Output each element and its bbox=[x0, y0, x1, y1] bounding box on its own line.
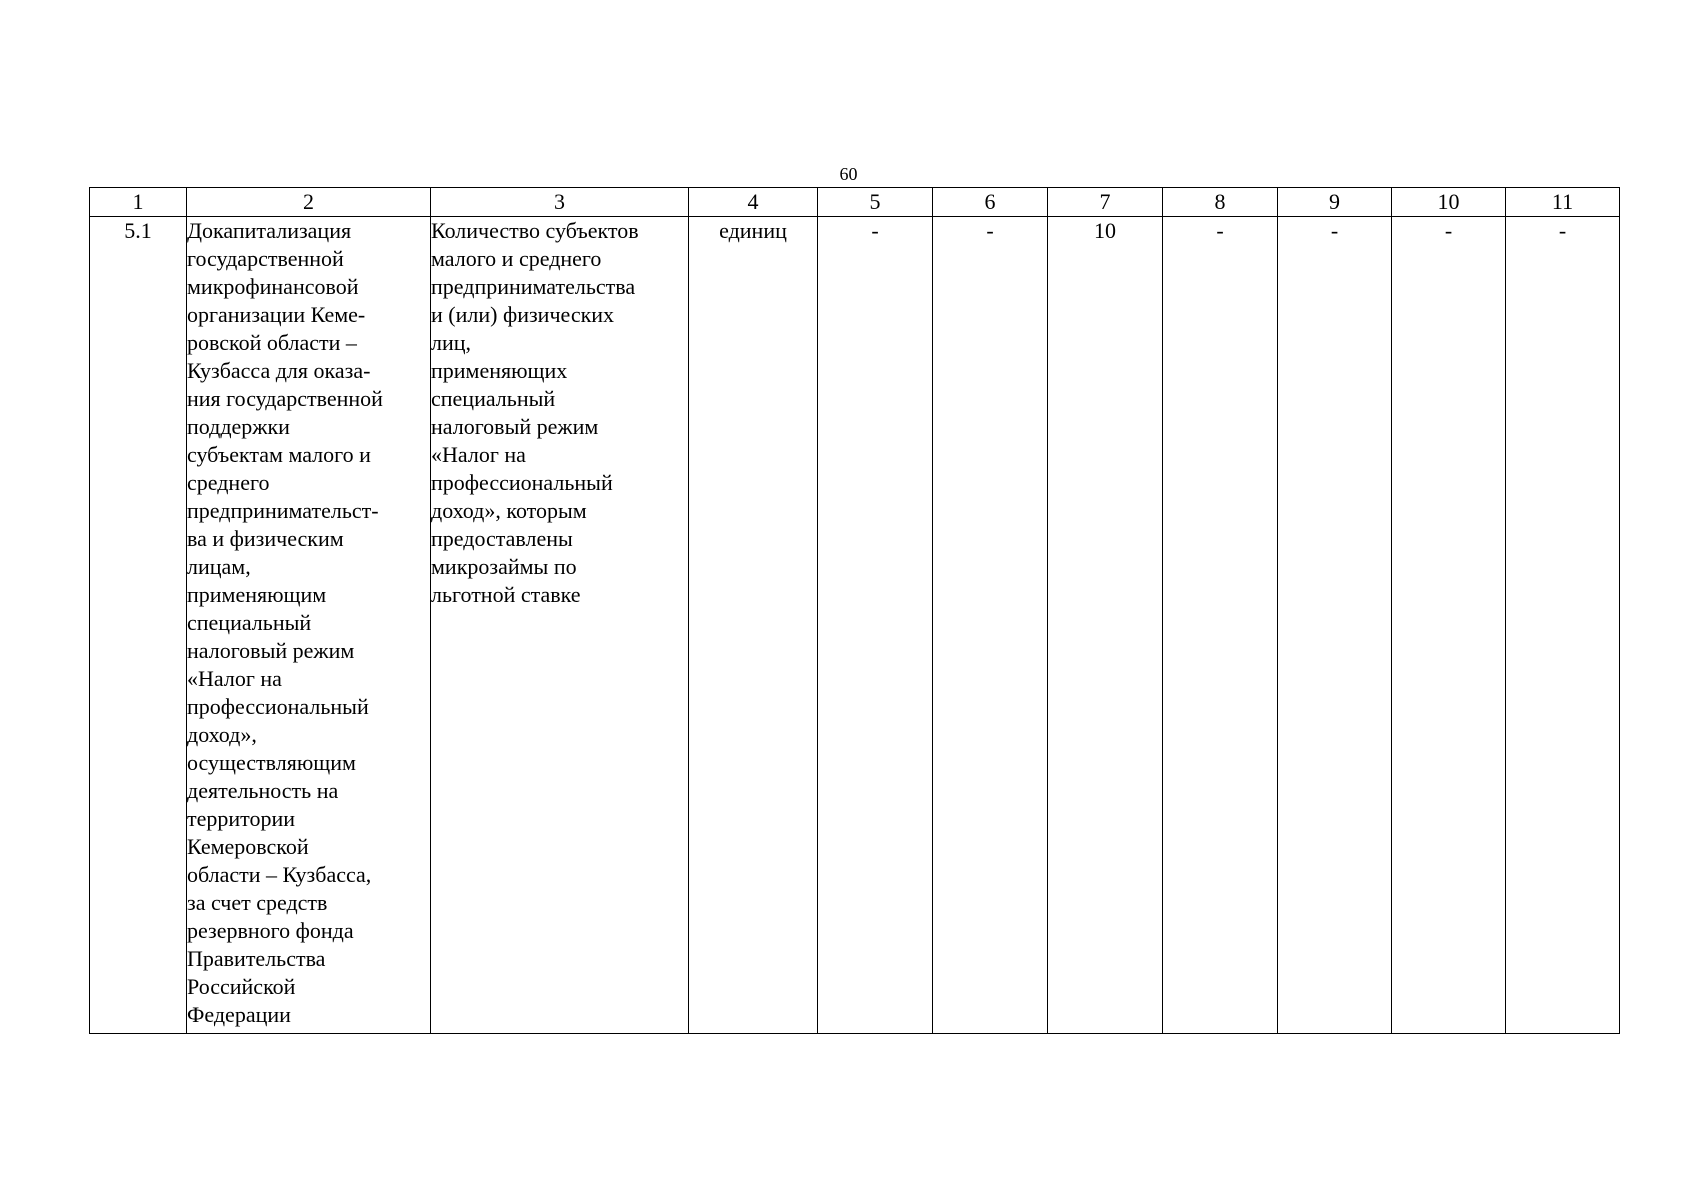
event-line: территории bbox=[187, 806, 296, 831]
event-line: Кемеровской bbox=[187, 834, 309, 859]
column-header: 8 bbox=[1163, 188, 1278, 217]
event-line: налоговый режим bbox=[187, 638, 355, 663]
column-header: 4 bbox=[689, 188, 818, 217]
table-row bbox=[90, 217, 1620, 1034]
event-line: предпринимательст- bbox=[187, 498, 379, 523]
unit-cell: единиц bbox=[689, 217, 818, 1034]
page-number: 60 bbox=[839, 164, 858, 184]
event-line: субъектам малого и bbox=[187, 442, 371, 467]
indicator-line: налоговый режим bbox=[431, 414, 599, 439]
indicator-line: профессиональный bbox=[431, 470, 613, 495]
event-line: доход», bbox=[187, 722, 257, 747]
event-line: государственной bbox=[187, 246, 344, 271]
indicator-line: малого и среднего bbox=[431, 246, 602, 271]
event-line: Кузбасса для оказа- bbox=[187, 358, 371, 383]
event-line: за счет средств bbox=[187, 890, 328, 915]
indicator-cell bbox=[431, 217, 689, 1034]
column-header: 5 bbox=[818, 188, 933, 217]
event-line: области – Кузбасса, bbox=[187, 862, 372, 887]
event-line: профессиональный bbox=[187, 694, 369, 719]
header-row bbox=[90, 188, 1620, 217]
event-line: организации Кеме- bbox=[187, 302, 366, 327]
column-header: 2 bbox=[187, 188, 431, 217]
event-line: Федерации bbox=[187, 1002, 291, 1027]
event-line: Российской bbox=[187, 974, 296, 999]
event-line: «Налог на bbox=[187, 666, 282, 691]
indicator-line: доход», которым bbox=[431, 498, 587, 523]
column-header: 11 bbox=[1506, 188, 1620, 217]
column-header: 1 bbox=[90, 188, 187, 217]
data-table bbox=[89, 187, 1620, 1034]
event-line: среднего bbox=[187, 470, 270, 495]
column-header: 9 bbox=[1278, 188, 1392, 217]
indicator-line: и (или) физических bbox=[431, 302, 615, 327]
event-line: микрофинансовой bbox=[187, 274, 359, 299]
event-line: ва и физическим bbox=[187, 526, 344, 551]
value-cell-11: - bbox=[1506, 217, 1620, 1034]
indicator-line: предпринимательства bbox=[431, 274, 636, 299]
indicator-line: лиц, bbox=[431, 330, 472, 355]
event-line: лицам, bbox=[187, 554, 251, 579]
indicator-line: применяющих bbox=[431, 358, 568, 383]
indicator-line: льготной ставке bbox=[431, 582, 581, 607]
event-line: применяющим bbox=[187, 582, 327, 607]
event-line: Докапитализация bbox=[187, 218, 352, 243]
indicator-line: предоставлены bbox=[431, 526, 573, 551]
column-header: 7 bbox=[1048, 188, 1163, 217]
event-description-cell bbox=[187, 217, 431, 1034]
value-cell-5: - bbox=[818, 217, 933, 1034]
indicator-line: Количество субъектов bbox=[431, 218, 639, 243]
event-line: ния государственной bbox=[187, 386, 383, 411]
column-header: 10 bbox=[1392, 188, 1506, 217]
event-line: резервного фонда bbox=[187, 918, 354, 943]
value-cell-8: - bbox=[1163, 217, 1278, 1034]
row-number-cell: 5.1 bbox=[90, 217, 187, 1034]
indicator-line: специальный bbox=[431, 386, 556, 411]
event-line: деятельность на bbox=[187, 778, 339, 803]
indicator-line: микрозаймы по bbox=[431, 554, 577, 579]
event-line: поддержки bbox=[187, 414, 290, 439]
column-header: 6 bbox=[933, 188, 1048, 217]
event-line: Правительства bbox=[187, 946, 326, 971]
event-line: специальный bbox=[187, 610, 312, 635]
column-header: 3 bbox=[431, 188, 689, 217]
indicator-line: «Налог на bbox=[431, 442, 526, 467]
value-cell-9: - bbox=[1278, 217, 1392, 1034]
value-cell-7: 10 bbox=[1048, 217, 1163, 1034]
value-cell-6: - bbox=[933, 217, 1048, 1034]
value-cell-10: - bbox=[1392, 217, 1506, 1034]
event-line: осуществляющим bbox=[187, 750, 356, 775]
event-line: ровской области – bbox=[187, 330, 357, 355]
